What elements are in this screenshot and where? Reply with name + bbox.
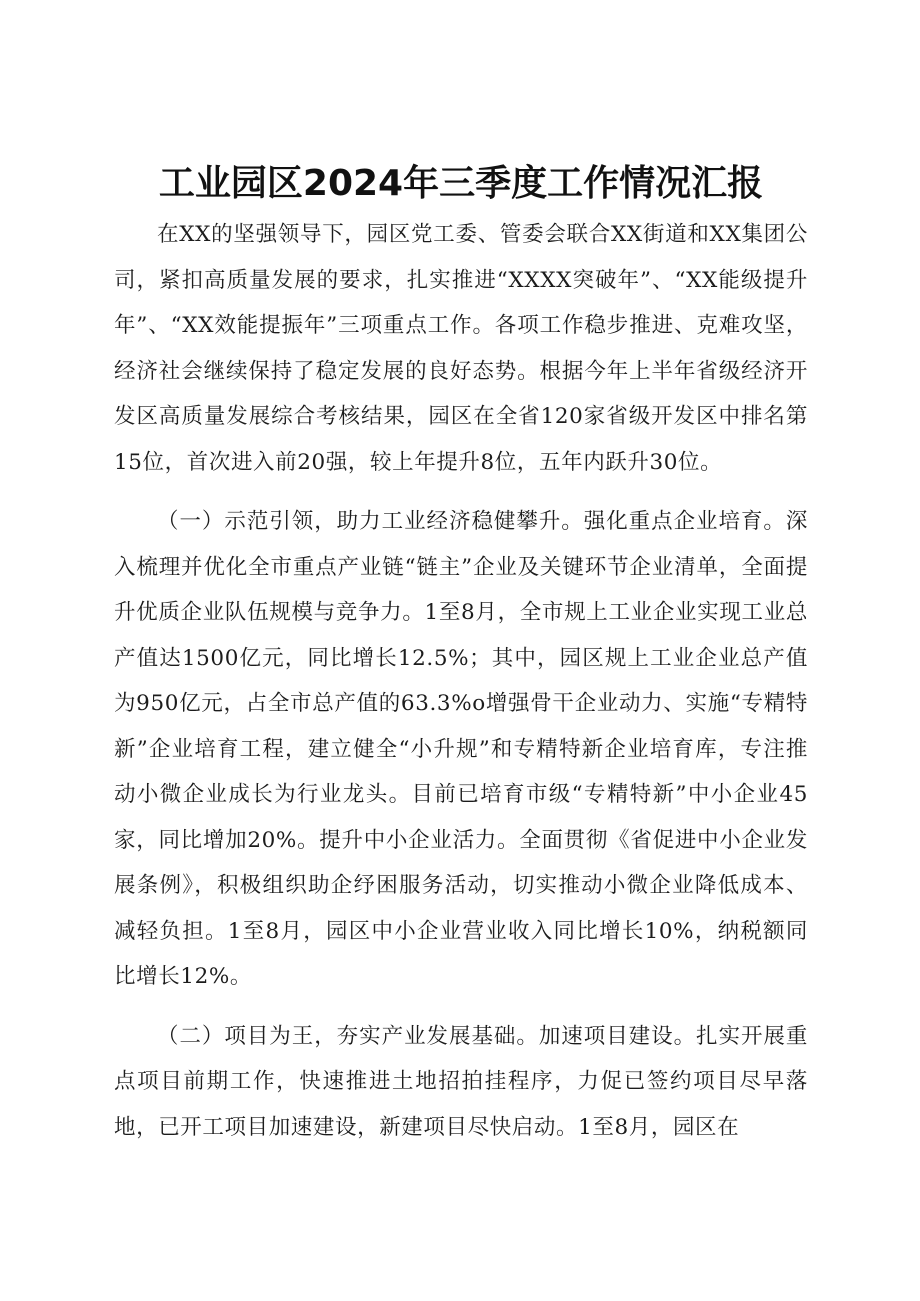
- document-title: 工业园区2024年三季度工作情况汇报: [158, 163, 764, 204]
- paragraph-intro: 在XX的坚强领导下，园区党工委、管委会联合XX街道和XX集团公司，紧扣高质量发展的要求，扎实推进“XXXX突破年”、“XX能级提升年”、“XX效能提振年”三项重点工作。各项工作稳步推进、克难攻坚，经济社会继续保持了稳定发展的良好态势。根据今年上半年省级经济开发区高质量发展综合考核结果，园区在全省120家省级开发区中排名第15位，首次进入前20强，较上年提升8位，五年内跃升30位。: [114, 222, 808, 475]
- paragraph-section-1: （一）示范引领，助力工业经济稳健攀升。强化重点企业培育。深入梳理并优化全市重点产业链“链主”企业及关键环节企业清单，全面提升优质企业队伍规模与竞争力。1至8月，全市规上工业企业实现工业总产值达1500亿元，同比增长12.5%；其中，园区规上工业企业总产值为950亿元，占全市总产值的63.3%o增强骨干企业动力、实施“专精特新”企业培育工程，建立健全“小升规”和专精特新企业培育库，专注推动小微企业成长为行业龙头。目前已培育市级“专精特新”中小企业45家，同比增加20%。提升中小企业活力。全面贯彻《省促进中小企业发展条例》，积极组织助企纾困服务活动，切实推动小微企业降低成本、减轻负担。1至8月，园区中小企业营业收入同比增长10%，纳税额同比增长12%。: [114, 509, 808, 989]
- paragraph-section-2: （二）项目为王，夯实产业发展基础。加速项目建设。扎实开展重点项目前期工作，快速推进土地招拍挂程序，力促已签约项目尽早落地，已开工项目加速建设，新建项目尽快启动。1至8月，园区在: [114, 1023, 808, 1140]
